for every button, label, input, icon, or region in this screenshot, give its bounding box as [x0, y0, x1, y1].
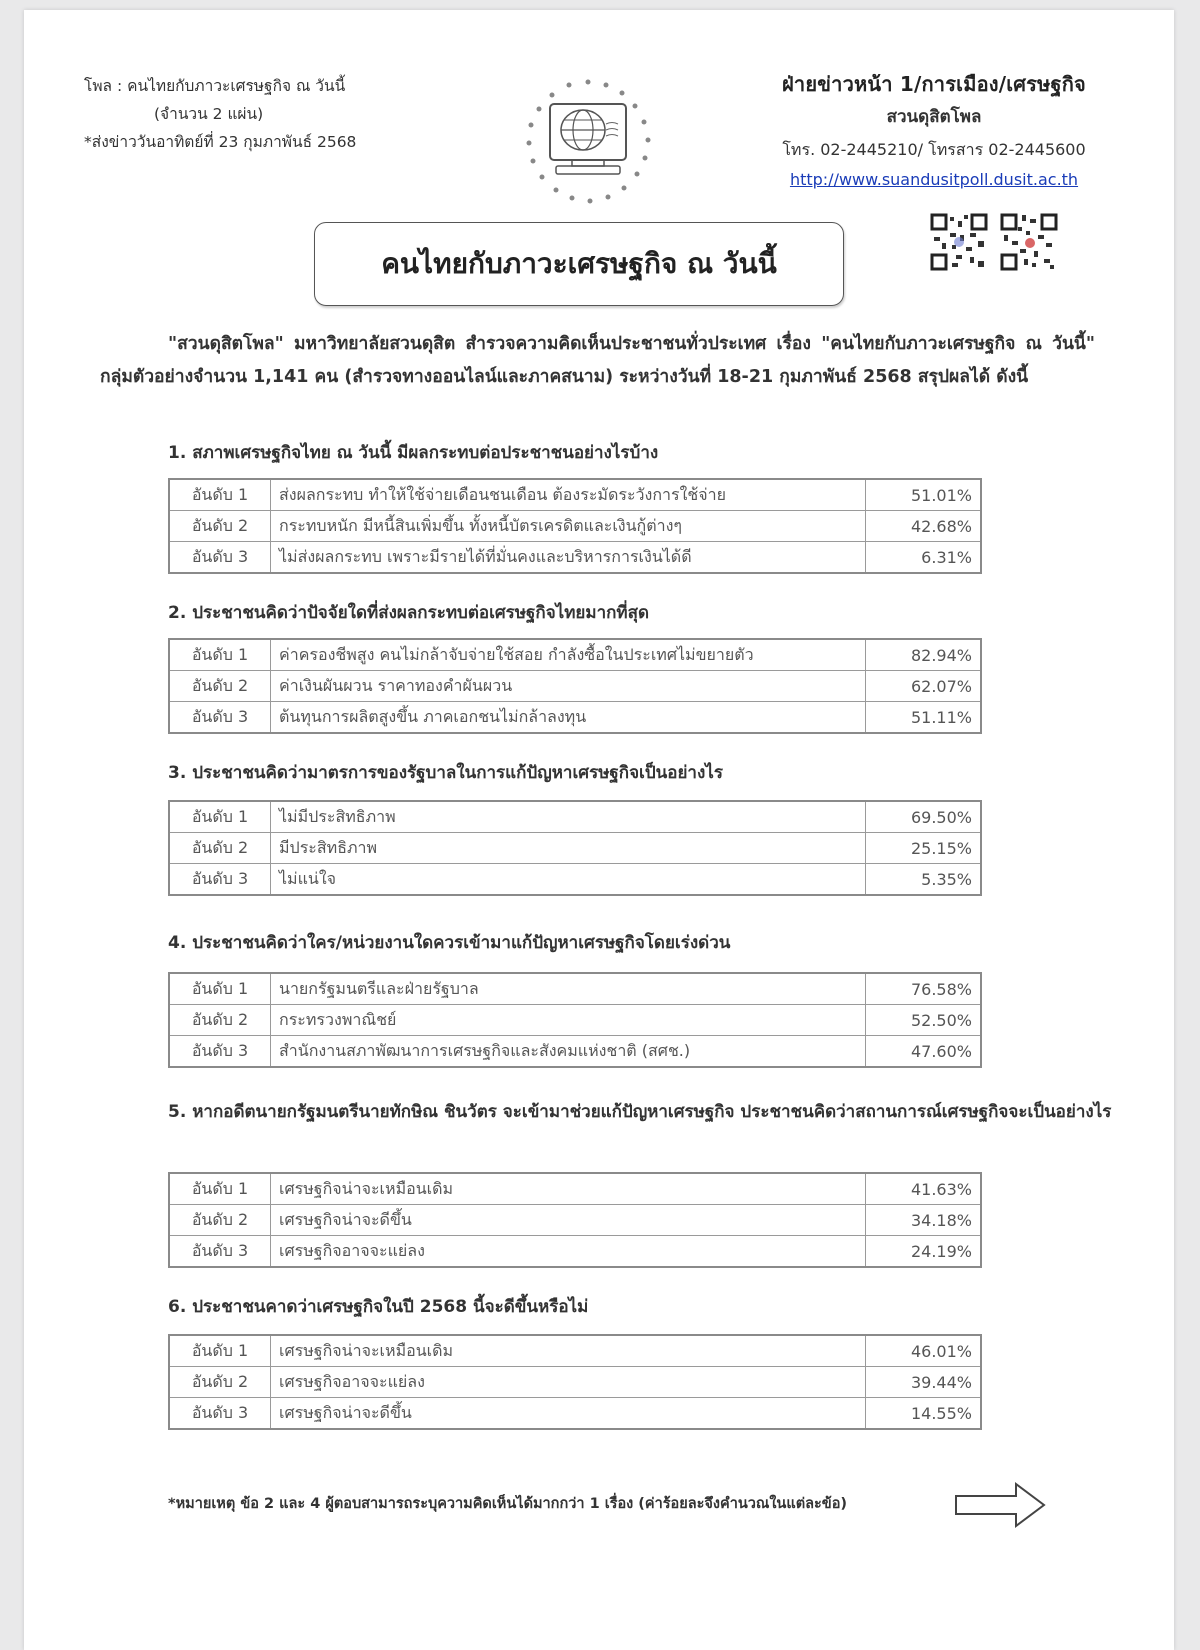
rank-cell: อันดับ 2 — [169, 1205, 271, 1236]
table-row — [169, 702, 981, 734]
website-link[interactable]: http://www.suandusitpoll.dusit.ac.th — [789, 170, 1079, 189]
answer-cell: ไม่มีประสิทธิภาพ — [271, 801, 866, 833]
question-title: 5. หากอดีตนายกรัฐมนตรีนายทักษิณ ชินวัตร จะเข้ามาช่วยแก้ปัญหาเศรษฐกิจ ประชาชนคิดว่าสถานการณ์เศรษฐกิจจะเป็นอย่างไร — [168, 1102, 1112, 1122]
percent-cell: 24.19% — [866, 1236, 982, 1268]
answer-cell: สำนักงานสภาพัฒนาการเศรษฐกิจและสังคมแห่งชาติ (สศช.) — [271, 1036, 866, 1068]
results-table — [168, 1334, 982, 1430]
answer-cell: ค่าครองชีพสูง คนไม่กล้าจับจ่ายใช้สอย กำลังซื้อในประเทศไม่ขยายตัว — [271, 639, 866, 671]
intro-text: "สวนดุสิตโพล" มหาวิทยาลัยสวนดุสิต สำรวจความคิดเห็นประชาชนทั่วประเทศ เรื่อง "คนไทยกับภาวะเศรษฐกิจ ณ วันนี้" กลุ่มตัวอย่างจำนวน 1,141 คน (สำรวจทางออนไลน์และภาคสนาม) ระหว่างวันที่ 18-21 กุมภาพันธ์ 2568 สรุปผลได้ ดังนี้ — [100, 334, 1095, 387]
percent-cell: 25.15% — [866, 833, 982, 864]
table-row — [169, 1205, 981, 1236]
answer-cell: มีประสิทธิภาพ — [271, 833, 866, 864]
percent-cell: 39.44% — [866, 1367, 982, 1398]
table-row — [169, 1335, 981, 1367]
intro-paragraph — [100, 328, 1095, 394]
percent-cell: 69.50% — [866, 801, 982, 833]
percent-cell: 47.60% — [866, 1036, 982, 1068]
percent-cell: 6.31% — [866, 542, 982, 574]
table-row — [169, 833, 981, 864]
answer-cell: เศรษฐกิจอาจจะแย่ลง — [271, 1236, 866, 1268]
table-row — [169, 511, 981, 542]
question-title: 1. สภาพเศรษฐกิจไทย ณ วันนี้ มีผลกระทบต่อประชาชนอย่างไรบ้าง — [168, 443, 659, 463]
question-title: 6. ประชาชนคาดว่าเศรษฐกิจในปี 2568 นี้จะดีขึ้นหรือไม่ — [168, 1297, 589, 1317]
table-row — [169, 1236, 981, 1268]
percent-cell: 51.11% — [866, 702, 982, 734]
sheet-count: (จำนวน 2 แผ่น) — [154, 105, 264, 123]
table-row — [169, 639, 981, 671]
rank-cell: อันดับ 2 — [169, 833, 271, 864]
table-row — [169, 542, 981, 574]
table-row — [169, 973, 981, 1005]
rank-cell: อันดับ 2 — [169, 1367, 271, 1398]
release-date: *ส่งข่าววันอาทิตย์ที่ 23 กุมภาพันธ์ 2568 — [84, 133, 357, 151]
percent-cell: 51.01% — [866, 479, 982, 511]
percent-cell: 46.01% — [866, 1335, 982, 1367]
percent-cell: 42.68% — [866, 511, 982, 542]
rank-cell: อันดับ 1 — [169, 1335, 271, 1367]
answer-cell: นายกรัฐมนตรีและฝ่ายรัฐบาล — [271, 973, 866, 1005]
header-right — [724, 68, 1144, 194]
rank-cell: อันดับ 3 — [169, 1236, 271, 1268]
answer-cell: ต้นทุนการผลิตสูงขึ้น ภาคเอกชนไม่กล้าลงทุน — [271, 702, 866, 734]
answer-cell: เศรษฐกิจอาจจะแย่ลง — [271, 1367, 866, 1398]
answer-cell: ส่งผลกระทบ ทำให้ใช้จ่ายเดือนชนเดือน ต้องระมัดระวังการใช้จ่าย — [271, 479, 866, 511]
rank-cell: อันดับ 1 — [169, 639, 271, 671]
rank-cell: อันดับ 2 — [169, 671, 271, 702]
rank-cell: อันดับ 3 — [169, 702, 271, 734]
answer-cell: เศรษฐกิจน่าจะเหมือนเดิม — [271, 1335, 866, 1367]
table-row — [169, 1036, 981, 1068]
document-page — [24, 10, 1174, 1650]
question-title: 4. ประชาชนคิดว่าใคร/หน่วยงานใดควรเข้ามาแก้ปัญหาเศรษฐกิจโดยเร่งด่วน — [168, 933, 731, 953]
results-table — [168, 800, 982, 896]
qr-code-icon[interactable] — [1000, 213, 1058, 271]
percent-cell: 41.63% — [866, 1173, 982, 1205]
answer-cell: ค่าเงินผันผวน ราคาทองคำผันผวน — [271, 671, 866, 702]
percent-cell: 34.18% — [866, 1205, 982, 1236]
table-row — [169, 864, 981, 896]
rank-cell: อันดับ 1 — [169, 801, 271, 833]
organization: สวนดุสิตโพล — [886, 107, 982, 127]
qr-code-icon[interactable] — [930, 213, 988, 271]
results-table — [168, 638, 982, 734]
footnote: *หมายเหตุ ข้อ 2 และ 4 ผู้ตอบสามารถระบุความคิดเห็นได้มากกว่า 1 เรื่อง (ค่าร้อยละจึงคำนวณในแต่ละข้อ) — [168, 1496, 848, 1512]
rank-cell: อันดับ 2 — [169, 1005, 271, 1036]
rank-cell: อันดับ 1 — [169, 1173, 271, 1205]
answer-cell: ไม่ส่งผลกระทบ เพราะมีรายได้ที่มั่นคงและบริหารการเงินได้ดี — [271, 542, 866, 574]
results-table — [168, 972, 982, 1068]
rank-cell: อันดับ 3 — [169, 864, 271, 896]
table-row — [169, 479, 981, 511]
percent-cell: 52.50% — [866, 1005, 982, 1036]
answer-cell: กระทรวงพาณิชย์ — [271, 1005, 866, 1036]
rank-cell: อันดับ 3 — [169, 1398, 271, 1430]
rank-cell: อันดับ 3 — [169, 542, 271, 574]
table-row — [169, 801, 981, 833]
answer-cell: เศรษฐกิจน่าจะเหมือนเดิม — [271, 1173, 866, 1205]
question-title: 3. ประชาชนคิดว่ามาตรการของรัฐบาลในการแก้ปัญหาเศรษฐกิจเป็นอย่างไร — [168, 763, 723, 783]
table-row — [169, 1398, 981, 1430]
suan-dusit-university-seal-icon — [518, 72, 658, 212]
percent-cell: 14.55% — [866, 1398, 982, 1430]
answer-cell: กระทบหนัก มีหนี้สินเพิ่มขึ้น ทั้งหนี้บัตรเครดิตและเงินกู้ต่างๆ — [271, 511, 866, 542]
table-row — [169, 1005, 981, 1036]
rank-cell: อันดับ 2 — [169, 511, 271, 542]
table-row — [169, 1173, 981, 1205]
results-table — [168, 1172, 982, 1268]
document-title: คนไทยกับภาวะเศรษฐกิจ ณ วันนี้ — [314, 222, 844, 306]
percent-cell: 62.07% — [866, 671, 982, 702]
department: ฝ่ายข่าวหน้า 1/การเมือง/เศรษฐกิจ — [782, 72, 1086, 96]
answer-cell: ไม่แน่ใจ — [271, 864, 866, 896]
question-title: 2. ประชาชนคิดว่าปัจจัยใดที่ส่งผลกระทบต่อเศรษฐกิจไทยมากที่สุด — [168, 603, 650, 623]
table-row — [169, 1367, 981, 1398]
rank-cell: อันดับ 3 — [169, 1036, 271, 1068]
table-row — [169, 671, 981, 702]
rank-cell: อันดับ 1 — [169, 973, 271, 1005]
percent-cell: 5.35% — [866, 864, 982, 896]
header-left — [84, 72, 356, 156]
answer-cell: เศรษฐกิจน่าจะดีขึ้น — [271, 1398, 866, 1430]
rank-cell: อันดับ 1 — [169, 479, 271, 511]
contact-numbers: โทร. 02-2445210/ โทรสาร 02-2445600 — [782, 140, 1086, 159]
percent-cell: 76.58% — [866, 973, 982, 1005]
poll-name: โพล : คนไทยกับภาวะเศรษฐกิจ ณ วันนี้ — [84, 77, 346, 95]
answer-cell: เศรษฐกิจน่าจะดีขึ้น — [271, 1205, 866, 1236]
arrow-right-icon[interactable] — [954, 1482, 1046, 1528]
percent-cell: 82.94% — [866, 639, 982, 671]
results-table — [168, 478, 982, 574]
